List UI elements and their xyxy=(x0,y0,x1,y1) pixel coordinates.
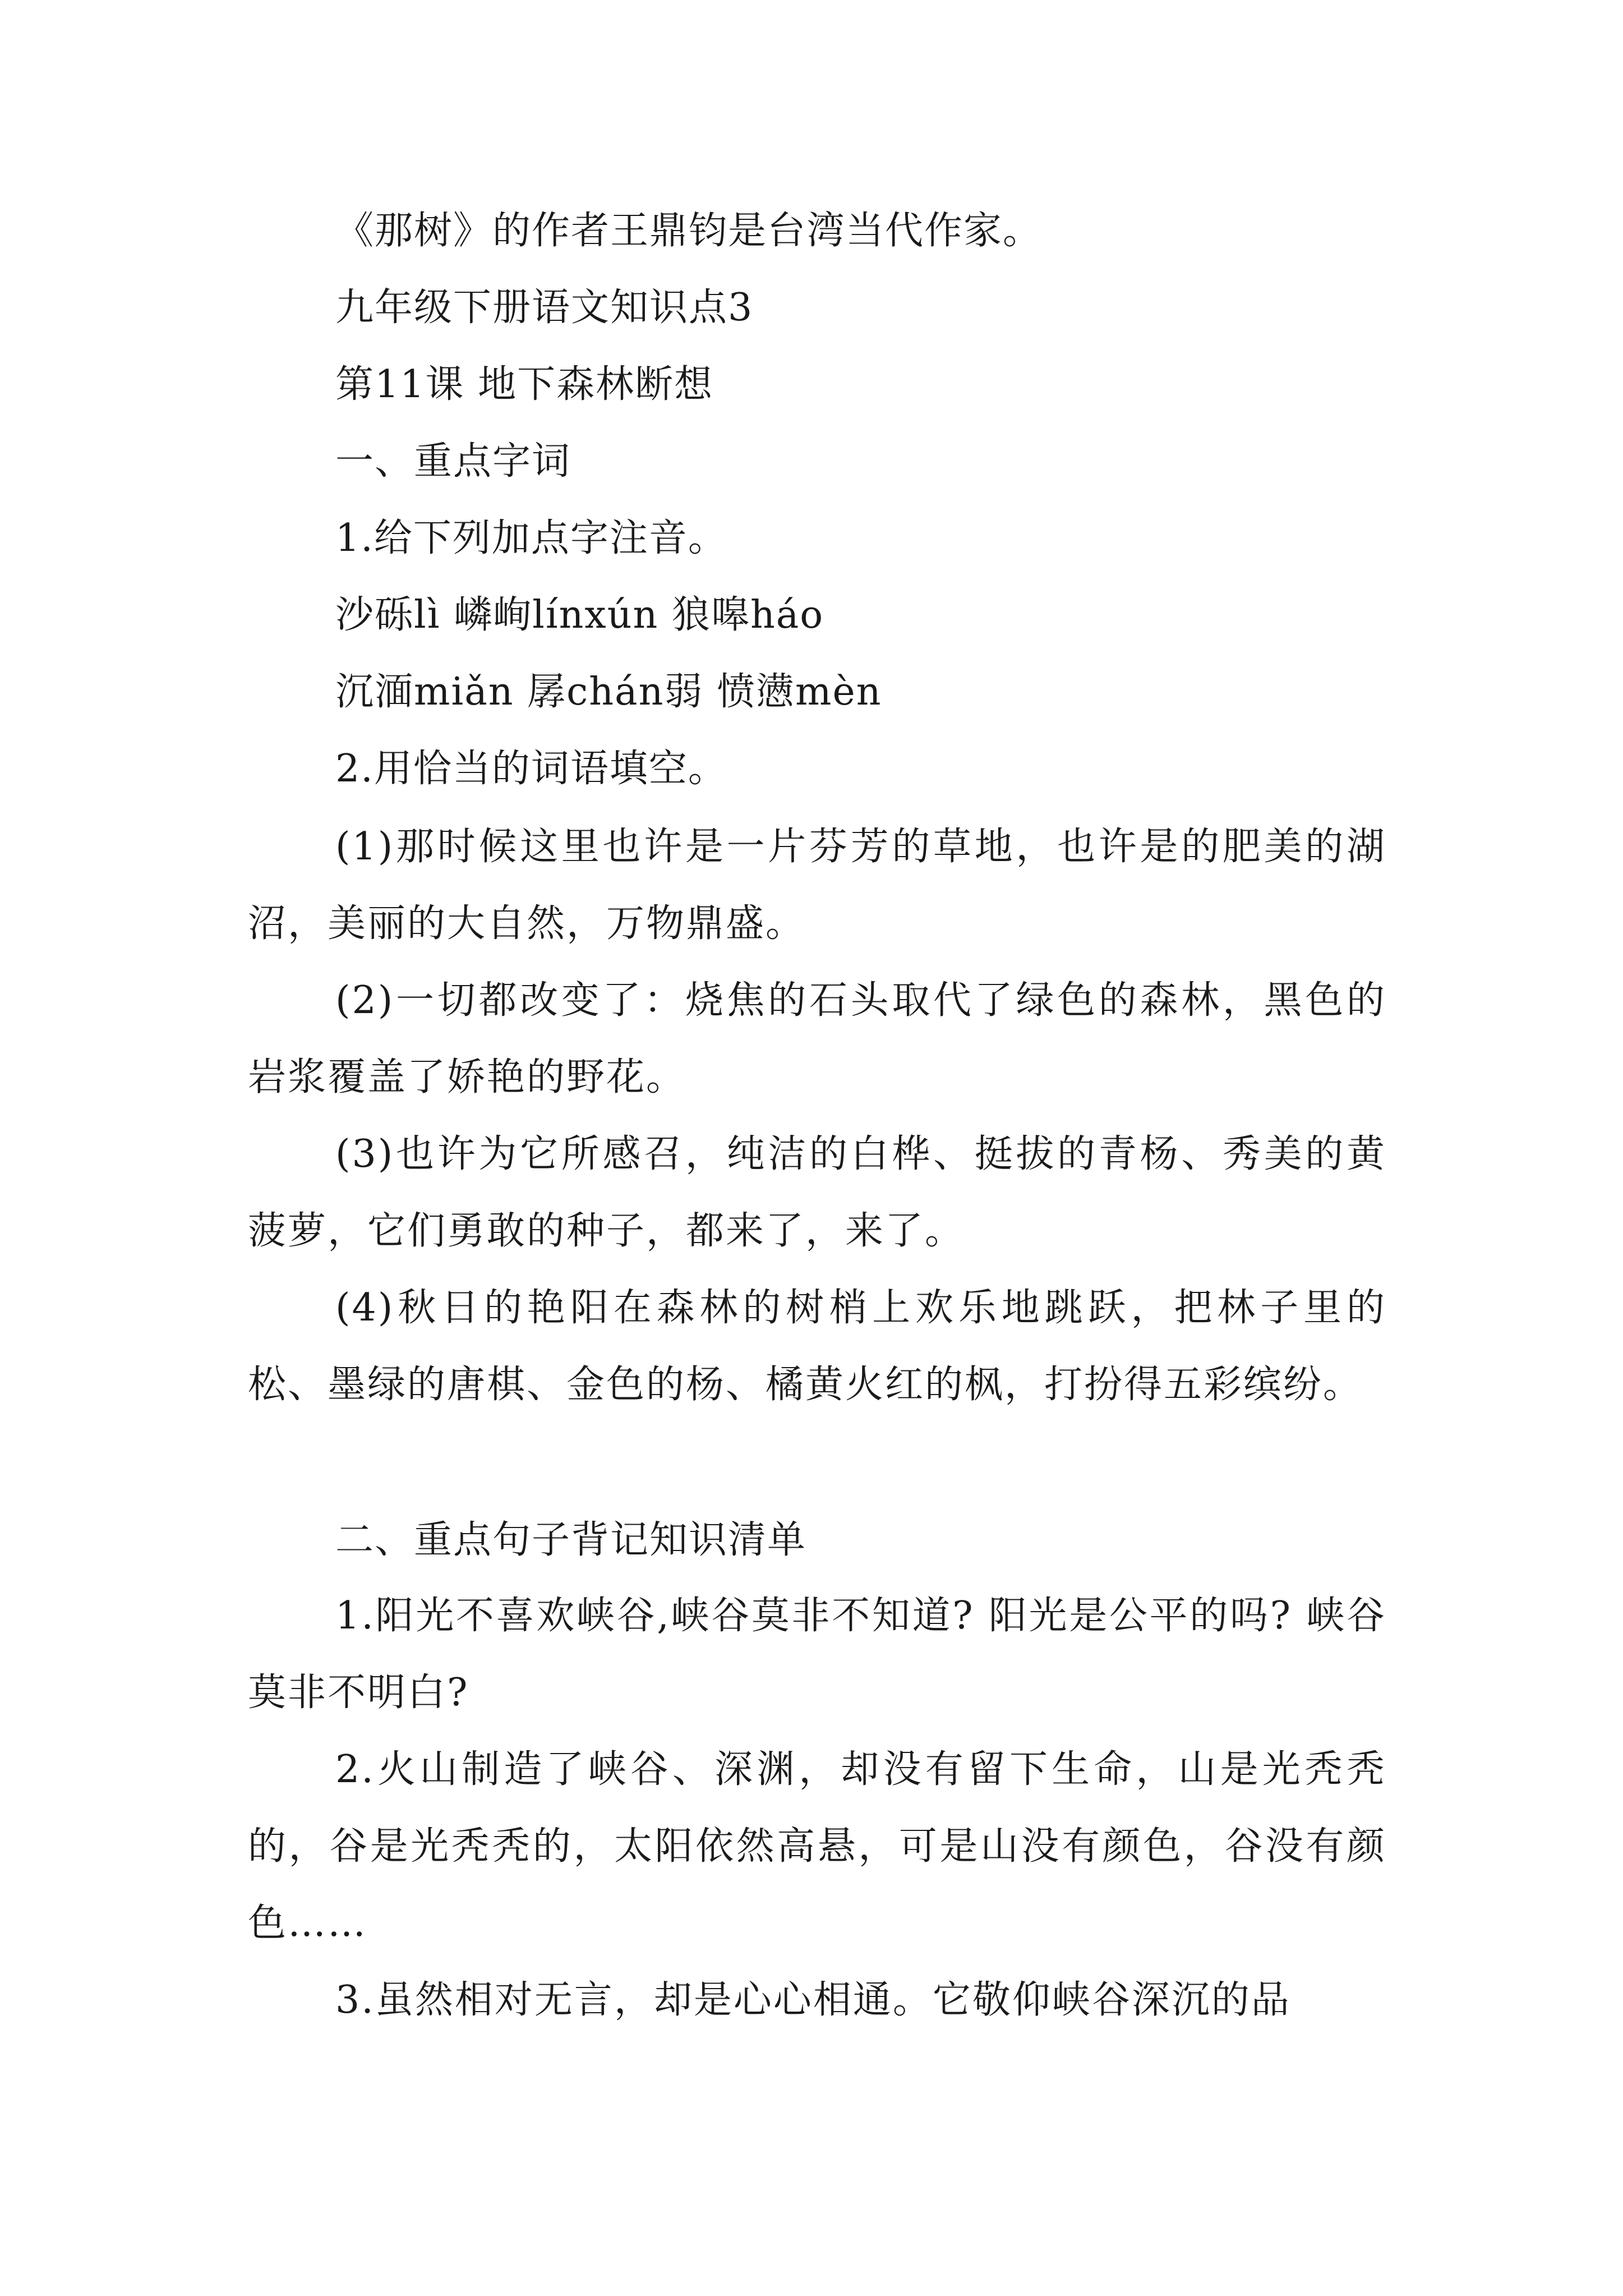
fill-in-paragraph-1: (1)那时候这里也许是一片芬芳的草地，也许是的肥美的湖沼，美丽的大自然，万物鼎盛。 xyxy=(248,825,1386,946)
heading-key-words: 一、重点字词 xyxy=(335,439,571,484)
sentence-3: 3.虽然相对无言，却是心心相通。它敬仰峡谷深沉的品 xyxy=(335,1978,1291,2022)
pinyin-line-1: 沙砾lì 嶙峋línxún 狼嗥háo xyxy=(335,593,824,637)
sentence-1: 1.阳光不喜欢峡谷,峡谷莫非不知道? 阳光是公平的吗? 峡谷莫非不明白? xyxy=(248,1594,1386,1715)
exercise-fill-in: 2.用恰当的词语填空。 xyxy=(335,747,727,791)
fill-in-paragraph-3: (3)也许为它所感召，纯洁的白桦、挺拔的青杨、秀美的黄菠萝，它们勇敢的种子，都来了，来了。 xyxy=(248,1132,1386,1253)
fill-in-paragraph-4: (4)秋日的艳阳在森林的树梢上欢乐地跳跃，把林子里的松、墨绿的唐棋、金色的杨、橘黄火红的枫，打扮得五彩缤纷。 xyxy=(248,1286,1386,1407)
exercise-pinyin: 1.给下列加点字注音。 xyxy=(335,516,727,560)
section-title: 九年级下册语文知识点3 xyxy=(335,286,754,330)
intro-line: 《那树》的作者王鼎钧是台湾当代作家。 xyxy=(335,209,1043,253)
pinyin-line-2: 沉湎miǎn 孱chán弱 愤懑mèn xyxy=(335,670,882,714)
sentence-2: 2.火山制造了峡谷、深渊，却没有留下生命，山是光秃秃的，谷是光秃秃的，太阳依然高悬，可是山没有颜色，谷没有颜色…… xyxy=(248,1747,1386,1945)
lesson-title: 第11课 地下森林断想 xyxy=(335,362,714,407)
fill-in-paragraph-2: (2)一切都改变了：烧焦的石头取代了绿色的森林，黑色的岩浆覆盖了娇艳的野花。 xyxy=(248,978,1386,1099)
heading-key-sentences: 二、重点句子背记知识清单 xyxy=(335,1518,807,1562)
